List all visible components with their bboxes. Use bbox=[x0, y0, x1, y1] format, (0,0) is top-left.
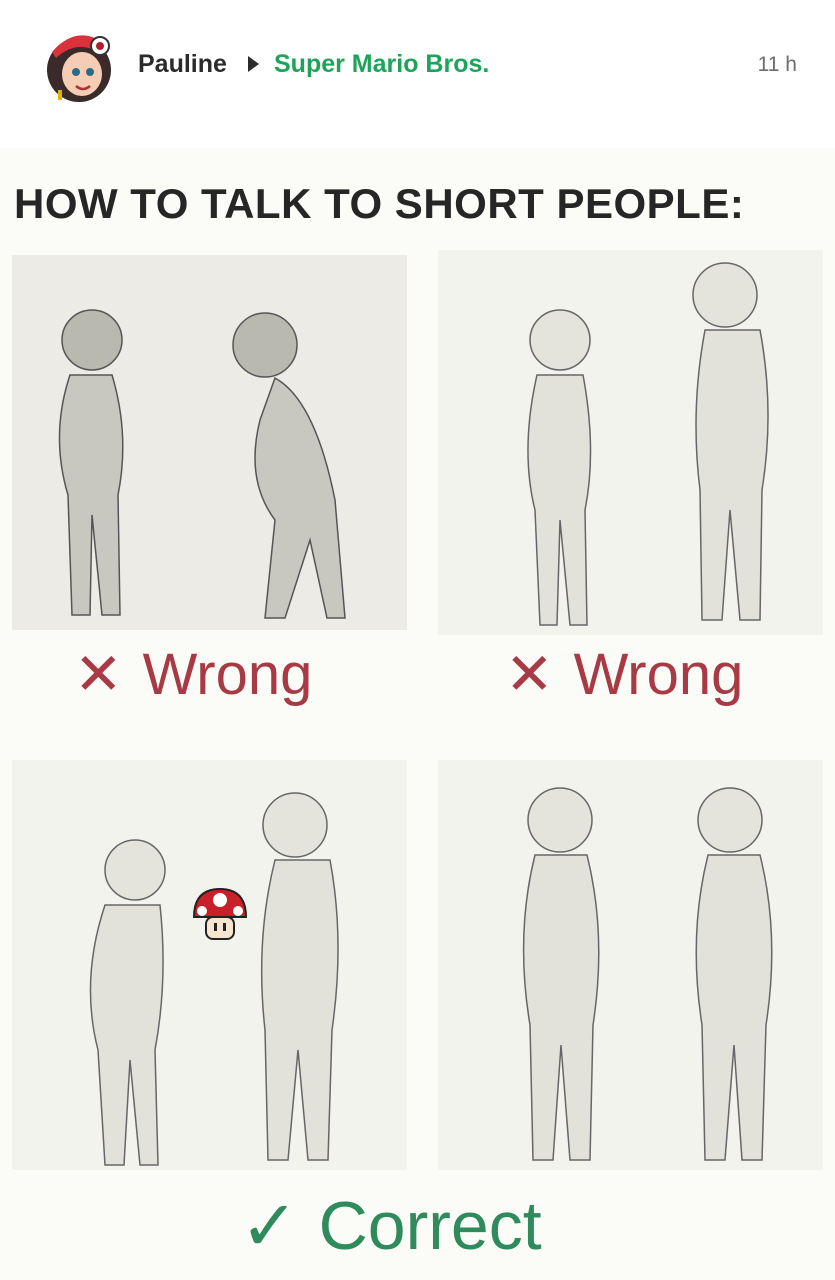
figure-tall-4b bbox=[680, 775, 790, 1165]
cross-mark-icon: ✕ bbox=[74, 642, 123, 707]
figure-tall-1 bbox=[215, 300, 365, 625]
community-link[interactable]: Super Mario Bros. bbox=[274, 50, 490, 78]
mushroom-icon bbox=[190, 885, 250, 945]
figure-short-3 bbox=[60, 830, 180, 1170]
post-header bbox=[0, 0, 835, 130]
figure-tall-2 bbox=[680, 250, 790, 625]
figure-short-2 bbox=[495, 300, 605, 630]
panel-1-label: ✕ Wrong bbox=[74, 641, 313, 707]
check-mark-icon: ✓ bbox=[240, 1187, 299, 1265]
panel-3-label: ✓ Correct bbox=[240, 1187, 542, 1265]
avatar[interactable] bbox=[38, 24, 120, 106]
post-author[interactable]: Pauline bbox=[138, 50, 227, 78]
caret-right-icon bbox=[248, 56, 259, 72]
cross-mark-icon: ✕ bbox=[505, 642, 554, 707]
panel-2-label: ✕ Wrong bbox=[505, 641, 744, 707]
figure-short-1 bbox=[30, 295, 140, 625]
figure-tall-3 bbox=[240, 780, 360, 1165]
figure-tall-4a bbox=[505, 775, 615, 1165]
post-time: 11 h bbox=[757, 53, 797, 76]
meme-title: HOW TO TALK TO SHORT PEOPLE: bbox=[14, 180, 745, 227]
